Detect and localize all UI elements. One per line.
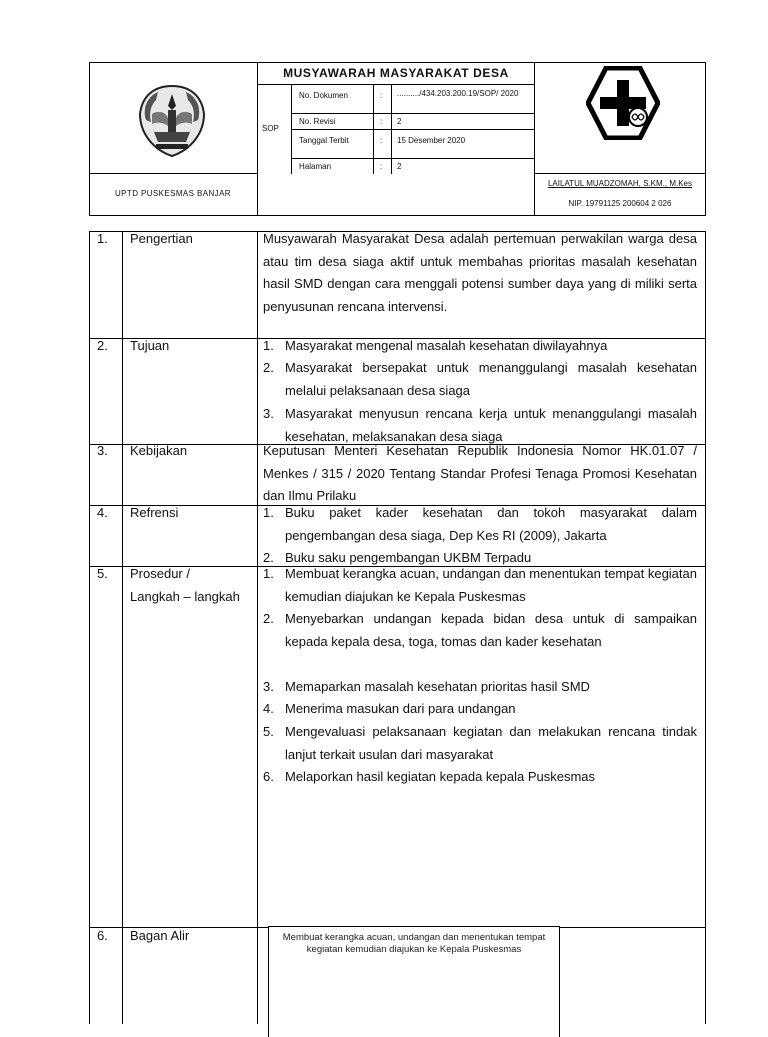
signer-name: LAILATUL MUADZOMAH, S.KM., M.Kes — [547, 179, 693, 188]
row-text-kebijakan: Keputusan Menteri Kesehatan Republik Indonesia Nomor HK.01.07 / Menkes / 315 / 2020 Tentang Standar Profesi Tenaga Promosi Kesehatan dan Ilmu Prilaku — [263, 443, 697, 504]
page-title: MUSYAWARAH MASYARAKAT DESA — [283, 66, 509, 80]
list-item: 2. Masyarakat bersepakat untuk menanggulangi masalah kesehatan melalui pelaksanaan desa siaga — [263, 360, 697, 398]
row-number: 1. — [97, 231, 108, 246]
list-item: 2. Buku saku pengembangan UKBM Terpadu — [263, 550, 532, 565]
row-label-tujuan: Tujuan — [130, 338, 170, 353]
field-value-no-dokumen: ........../434.203.200.19/SOP/ 2020 — [397, 89, 519, 98]
row-text-pengertian: Musyawarah Masyarakat Desa adalah pertemuan perwakilan warga desa atau tim desa siaga aktif untuk membahas prioritas masalah kesehatan hasil SMD dengan cara menggali potensi sumber daya yang di miliki serta penyusunan rencana intervensi. — [263, 231, 697, 314]
list-item: 3. Memaparkan masalah kesehatan prioritas hasil SMD — [263, 679, 590, 694]
field-value-no-revisi: 2 — [397, 117, 402, 126]
field-sep: : — [380, 162, 383, 171]
row-number: 3. — [97, 443, 108, 458]
row-label-bagan-alir: Bagan Alir — [130, 928, 190, 943]
row-number: 4. — [97, 505, 108, 520]
puskesmas-cross-icon — [586, 66, 660, 140]
field-label-no-dokumen: No. Dokumen — [299, 91, 348, 100]
row-label-refrensi: Refrensi — [130, 505, 179, 520]
field-label-tanggal-terbit: Tanggal Terbit — [299, 136, 349, 145]
list-item: 1. Buku paket kader kesehatan dan tokoh masyarakat dalam pengembangan desa siaga, Dep Kes RI (2009), Jakarta — [263, 505, 697, 543]
list-item: 3. Masyarakat menyusun rencana kerja untuk menanggulangi masalah kesehatan, melaksanakan desa siaga — [263, 406, 697, 444]
field-value-halaman: 2 — [397, 162, 402, 171]
field-sep: : — [380, 91, 383, 100]
field-sep: : — [380, 117, 383, 126]
row-number: 6. — [97, 928, 108, 943]
unit-name: UPTD PUSKESMAS BANJAR — [115, 189, 231, 198]
field-label-no-revisi: No. Revisi — [299, 117, 336, 126]
field-label-halaman: Halaman — [299, 162, 332, 171]
regency-emblem-icon — [132, 80, 212, 160]
list-item: 1. Membuat kerangka acuan, undangan dan menentukan tempat kegiatan kemudian diajukan ke Kepala Puskesmas — [263, 566, 697, 604]
row-label-prosedur: Prosedur / Langkah – langkah — [130, 566, 240, 604]
list-item: 1. Masyarakat mengenal masalah kesehatan diwilayahnya — [263, 338, 608, 353]
sop-label: SOP — [262, 124, 279, 133]
signer-nip: NIP. 19791125 200604 2 026 — [568, 199, 672, 208]
row-label-kebijakan: Kebijakan — [130, 443, 188, 458]
list-item: 4. Menerima masukan dari para undangan — [263, 701, 516, 716]
row-number: 5. — [97, 566, 108, 581]
field-sep: : — [380, 136, 383, 145]
list-item: 6. Melaporkan hasil kegiatan kepada kepala Puskesmas — [263, 769, 596, 784]
field-value-tanggal-terbit: 15 Desember 2020 — [397, 136, 466, 145]
row-number: 2. — [97, 338, 108, 353]
flowchart-step-text: Membuat kerangka acuan, undangan dan menentukan tempat kegiatan kemudian diajukan ke Kepala Puskesmas — [282, 932, 546, 955]
list-item: 5. Mengevaluasi pelaksanaan kegiatan dan melakukan rencana tindak lanjut terkait usulan dari masyarakat — [263, 724, 697, 762]
list-item: 2. Menyebarkan undangan kepada bidan desa untuk di sampaikan kepada kepala desa, toga, tomas dan kader kesehatan — [263, 611, 697, 649]
row-label-pengertian: Pengertian — [130, 231, 193, 246]
flowchart-box — [268, 926, 560, 1037]
